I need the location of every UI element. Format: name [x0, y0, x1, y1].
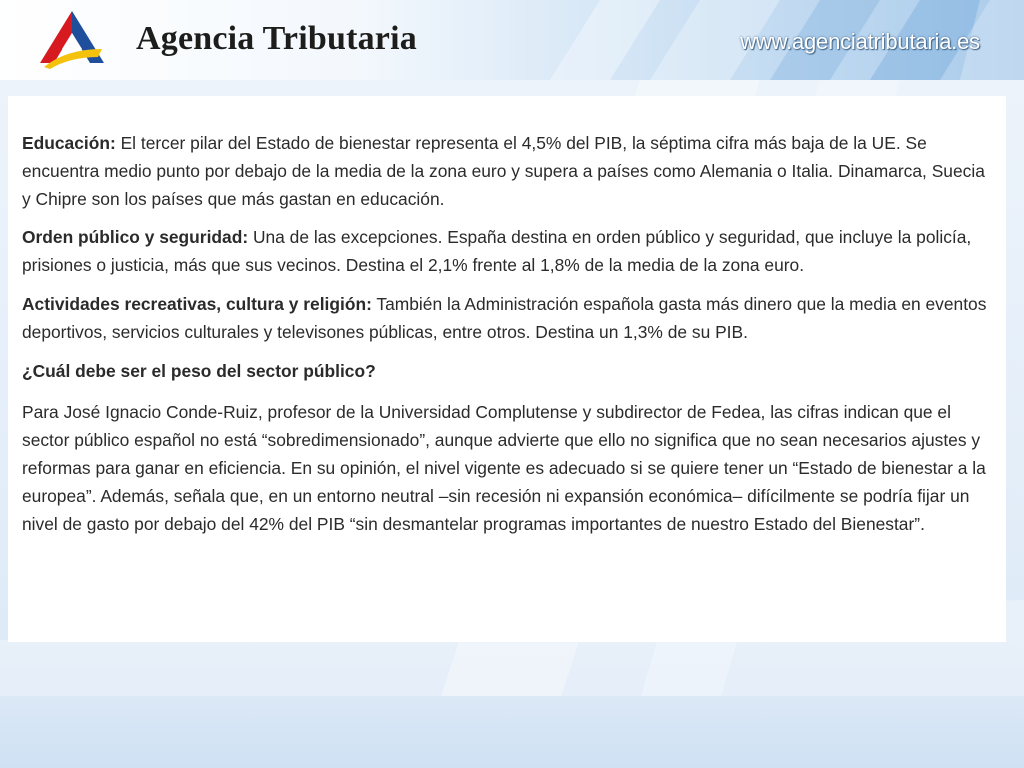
paragraph-lead: Orden público y seguridad:	[22, 227, 249, 248]
brand-name: Agencia Tributaria	[136, 20, 417, 57]
section-question	[22, 358, 990, 386]
paragraph-body: El tercer pilar del Estado de bienestar representa el 4,5% del PIB, la séptima cifra más baja de la UE. Se encuentra medio punto por debajo de la media de la zona euro y supera a países como Alemania o Italia. Dinamarca, Suecia y Chipre son los países que más gastan en educación.	[22, 133, 985, 209]
paragraph-lead: Educación:	[22, 133, 116, 153]
paragraph-education	[22, 130, 990, 213]
website-url: www.agenciatributaria.es	[740, 29, 980, 54]
paragraph-body: También la Administración española gasta más dinero que la media en eventos deportivos, servicios culturales y televisones públicas, entre otros. Destina un 1,3% de su PIB.	[22, 293, 987, 342]
paragraph-closing	[22, 399, 990, 538]
paragraph-body: Una de las excepciones. España destina en orden público y seguridad, que incluye la policía, prisiones o justicia, más que sus vecinos. Destina el 2,1% frente al 1,8% de la media de la zona euro.	[22, 227, 972, 276]
slide-header	[0, 0, 1024, 80]
article-text	[22, 130, 990, 549]
agencia-tributaria-logo-icon	[36, 9, 108, 71]
paragraph-recreation	[22, 291, 990, 347]
bottom-band	[0, 696, 1024, 768]
paragraph-body: Para José Ignacio Conde-Ruiz, profesor de la Universidad Complutense y subdirector de Fedea, las cifras indican que el sector público español no está “sobredimensionado”, aunque advierte que ello no significa que no sean necesarios ajustes y reformas para ganar en eficiencia. En su opinión, el nivel vigente es adecuado si se quiere tener un “Estado de bienestar a la europea”. Además, señala que, en un entorno neutral –sin recesión ni expansión económica– difícilmente se podría fijar un nivel de gasto por debajo del 42% del PIB “sin desmantelar programas importantes de nuestro Estado del Bienestar”.	[22, 402, 986, 534]
paragraph-public-order	[22, 224, 990, 280]
content-panel	[8, 96, 1006, 642]
paragraph-lead: Actividades recreativas, cultura y religión:	[22, 293, 372, 314]
question-heading: ¿Cuál debe ser el peso del sector público?	[22, 360, 376, 381]
